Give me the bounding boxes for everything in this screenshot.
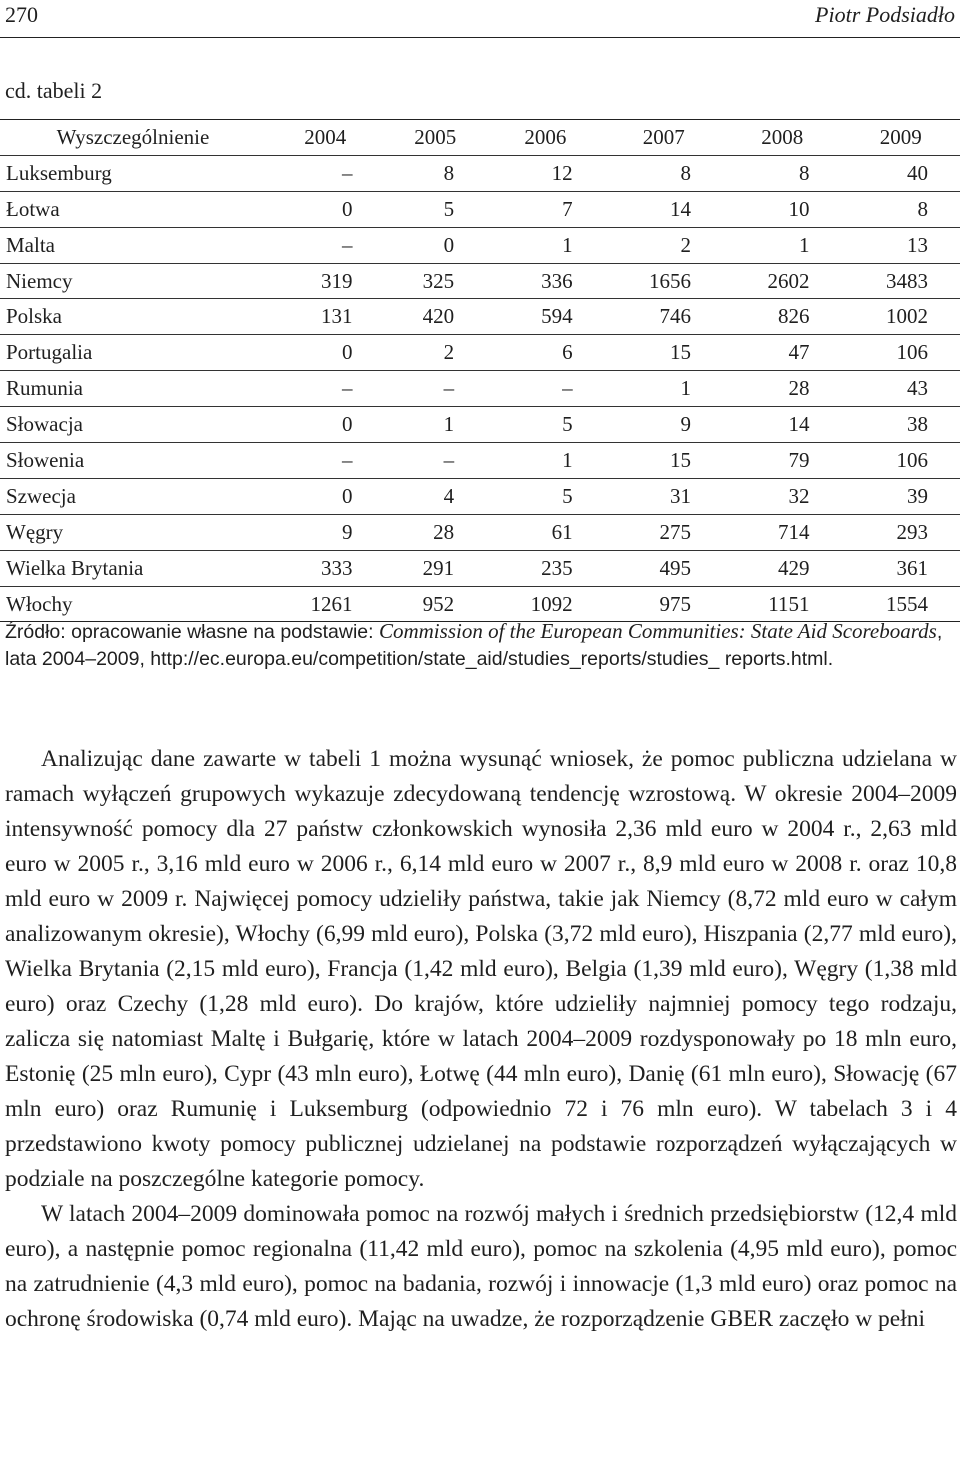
row-label-cell: Szwecja — [0, 478, 266, 514]
value-cell: 952 — [384, 586, 486, 622]
value-cell: 14 — [605, 191, 723, 227]
row-label-cell: Wielka Brytania — [0, 550, 266, 586]
value-cell: 275 — [605, 514, 723, 550]
value-cell: 1 — [486, 227, 604, 263]
value-cell: 2 — [605, 227, 723, 263]
value-cell: 2 — [384, 335, 486, 371]
value-cell: 8 — [384, 155, 486, 191]
value-cell: 32 — [723, 478, 841, 514]
value-cell: – — [384, 371, 486, 407]
data-table — [0, 119, 960, 622]
row-label-cell: Węgry — [0, 514, 266, 550]
value-cell: 5 — [384, 191, 486, 227]
table-row — [0, 299, 960, 335]
page-header — [0, 0, 960, 30]
value-cell: 5 — [486, 478, 604, 514]
table-row — [0, 191, 960, 227]
column-header: 2009 — [841, 120, 960, 156]
table-row — [0, 514, 960, 550]
value-cell: 291 — [384, 550, 486, 586]
value-cell: 8 — [841, 191, 960, 227]
value-cell: 61 — [486, 514, 604, 550]
value-cell: 325 — [384, 263, 486, 299]
value-cell: – — [266, 443, 384, 479]
value-cell: 0 — [266, 335, 384, 371]
value-cell: 1656 — [605, 263, 723, 299]
table-row — [0, 227, 960, 263]
header-rule — [0, 37, 960, 38]
table-row — [0, 371, 960, 407]
value-cell: 0 — [266, 407, 384, 443]
paragraph: Analizując dane zawarte w tabeli 1 można wysunąć wniosek, że pomoc publiczna udzielana w ramach wyłączeń grupowych wykazuje zdecydowaną tendencję wzrostową. W okresie 2004–2009 intensywność pomocy dla 27 państw członkowskich wynosiła 2,36 mld euro w 2004 r., 2,63 mld euro w 2005 r., 3,16 mld euro w 2006 r., 6,14 mld euro w 2007 r., 8,9 mld euro w 2008 r. oraz 10,8 mld euro w 2009 r. Najwięcej pomocy udzieliły państwa, takie jak Niemcy (8,72 mld euro w całym analizowanym okresie), Włochy (6,99 mld euro), Polska (3,72 mld euro), Hiszpania (2,77 mld euro), Wielka Brytania (2,15 mld euro), Francja (1,42 mld euro), Belgia (1,39 mld euro), Węgry (1,38 mld euro) oraz Czechy (1,28 mld euro). Do krajów, które udzieliły najmniej pomocy tego rodzaju, zalicza się natomiast Maltę i Bułgarię, które w latach 2004–2009 rozdysponowały po 18 mln euro, Estonię (25 mln euro), Cypr (43 mln euro), Łotwę (44 mln euro), Danię (61 mln euro), Słowację (67 mln euro) oraz Rumunię i Luksemburg (odpowiednio 72 i 76 mln euro). W tabelach 3 i 4 przedstawiono kwoty pomocy publicznej udzielanej na podstawie rozporządzeń wyłączających w podziale na poszczególne kategorie pomocy. — [5, 746, 957, 1192]
value-cell: 1002 — [841, 299, 960, 335]
value-cell: 319 — [266, 263, 384, 299]
value-cell: – — [486, 371, 604, 407]
value-cell: 106 — [841, 335, 960, 371]
table-row — [0, 155, 960, 191]
source-note — [5, 618, 957, 673]
table-row — [0, 586, 960, 622]
column-header: Wyszczególnienie — [0, 120, 266, 156]
value-cell: 293 — [841, 514, 960, 550]
column-header: 2004 — [266, 120, 384, 156]
running-head-author: Piotr Podsiadło — [815, 2, 955, 27]
value-cell: 495 — [605, 550, 723, 586]
value-cell: 1151 — [723, 586, 841, 622]
value-cell: 106 — [841, 443, 960, 479]
value-cell: 15 — [605, 335, 723, 371]
value-cell: 3483 — [841, 263, 960, 299]
value-cell: – — [384, 443, 486, 479]
row-label-cell: Słowacja — [0, 407, 266, 443]
column-header: 2007 — [605, 120, 723, 156]
value-cell: 361 — [841, 550, 960, 586]
value-cell: 8 — [723, 155, 841, 191]
value-cell: 8 — [605, 155, 723, 191]
column-header: 2005 — [384, 120, 486, 156]
table-row — [0, 478, 960, 514]
source-prefix: Źródło: opracowanie własne na podstawie: — [5, 621, 379, 643]
value-cell: 0 — [266, 478, 384, 514]
table-row — [0, 335, 960, 371]
table-row — [0, 443, 960, 479]
value-cell: 38 — [841, 407, 960, 443]
body-text — [5, 742, 957, 1337]
table-row — [0, 263, 960, 299]
row-label-cell: Słowenia — [0, 443, 266, 479]
row-label-cell: Niemcy — [0, 263, 266, 299]
value-cell: 31 — [605, 478, 723, 514]
source-suffix: , lata 2004–2009, http://ec.europa.eu/competition/state_aid/studies_reports/studies_ reports.html. — [5, 621, 943, 670]
value-cell: 13 — [841, 227, 960, 263]
value-cell: 429 — [723, 550, 841, 586]
paragraph: W latach 2004–2009 dominowała pomoc na rozwój małych i średnich przedsiębiorstw (12,4 mld euro), a następnie pomoc regionalna (11,42 mld euro), pomoc na szkolenia (4,95 mld euro), pomoc na zatrudnienie (4,3 mld euro), pomoc na badania, rozwój i innowacje (1,3 mld euro) oraz pomoc na ochronę środowiska (0,74 mld euro). Mając na uwadze, że rozporządzenie GBER zaczęło w pełni — [5, 1201, 957, 1332]
value-cell: 39 — [841, 478, 960, 514]
row-label-cell: Luksemburg — [0, 155, 266, 191]
row-label-cell: Łotwa — [0, 191, 266, 227]
value-cell: 333 — [266, 550, 384, 586]
row-label-cell: Portugalia — [0, 335, 266, 371]
value-cell: 15 — [605, 443, 723, 479]
value-cell: 9 — [605, 407, 723, 443]
value-cell: 826 — [723, 299, 841, 335]
value-cell: – — [266, 371, 384, 407]
value-cell: 714 — [723, 514, 841, 550]
value-cell: 746 — [605, 299, 723, 335]
value-cell: 0 — [266, 191, 384, 227]
value-cell: 7 — [486, 191, 604, 227]
value-cell: 1092 — [486, 586, 604, 622]
value-cell: 2602 — [723, 263, 841, 299]
value-cell: 40 — [841, 155, 960, 191]
value-cell: 6 — [486, 335, 604, 371]
value-cell: 1 — [486, 443, 604, 479]
value-cell: 235 — [486, 550, 604, 586]
value-cell: 131 — [266, 299, 384, 335]
value-cell: 10 — [723, 191, 841, 227]
value-cell: 1261 — [266, 586, 384, 622]
table-body — [0, 155, 960, 622]
table-row — [0, 550, 960, 586]
value-cell: 420 — [384, 299, 486, 335]
value-cell: 4 — [384, 478, 486, 514]
row-label-cell: Polska — [0, 299, 266, 335]
table-row — [0, 407, 960, 443]
value-cell: 1 — [723, 227, 841, 263]
column-header: 2008 — [723, 120, 841, 156]
value-cell: – — [266, 155, 384, 191]
value-cell: 5 — [486, 407, 604, 443]
row-label-cell: Malta — [0, 227, 266, 263]
value-cell: 43 — [841, 371, 960, 407]
value-cell: 1554 — [841, 586, 960, 622]
value-cell: 14 — [723, 407, 841, 443]
value-cell: 1 — [605, 371, 723, 407]
value-cell: 594 — [486, 299, 604, 335]
source-title: Commission of the European Communities: State Aid Scoreboards — [378, 619, 937, 643]
value-cell: 9 — [266, 514, 384, 550]
value-cell: 28 — [384, 514, 486, 550]
value-cell: – — [266, 227, 384, 263]
value-cell: 0 — [384, 227, 486, 263]
value-cell: 79 — [723, 443, 841, 479]
page-number: 270 — [5, 2, 38, 27]
value-cell: 336 — [486, 263, 604, 299]
row-label-cell: Rumunia — [0, 371, 266, 407]
value-cell: 1 — [384, 407, 486, 443]
value-cell: 28 — [723, 371, 841, 407]
value-cell: 47 — [723, 335, 841, 371]
row-label-cell: Włochy — [0, 586, 266, 622]
table-caption: cd. tabeli 2 — [5, 78, 103, 103]
value-cell: 975 — [605, 586, 723, 622]
value-cell: 12 — [486, 155, 604, 191]
column-header: 2006 — [486, 120, 604, 156]
table-header-row — [0, 120, 960, 156]
